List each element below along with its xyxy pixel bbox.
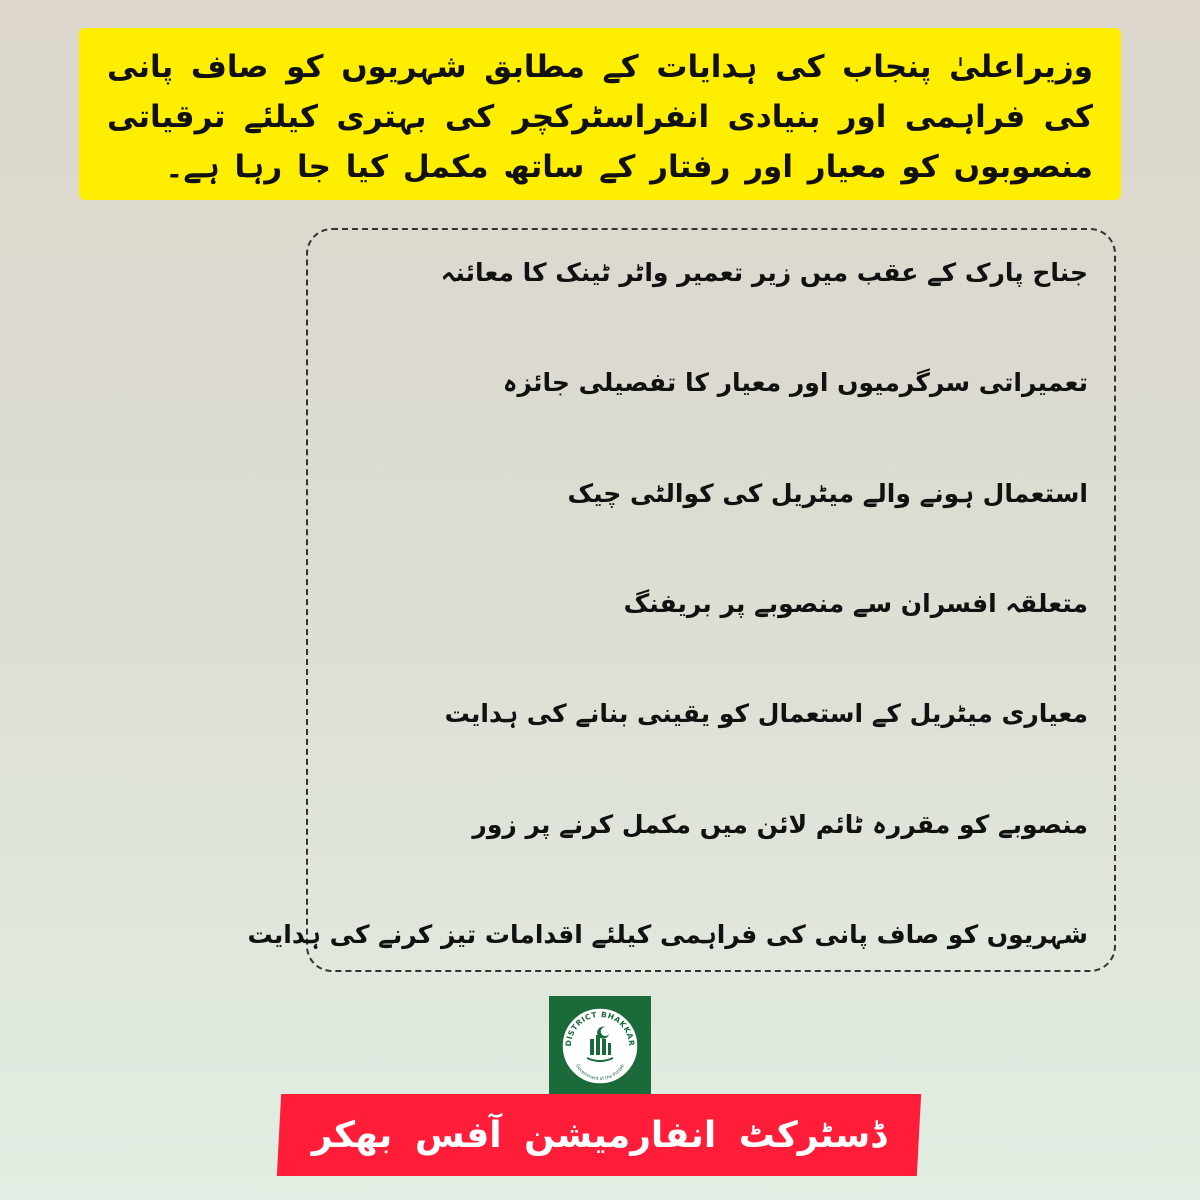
key-point-item: شہریوں کو صاف پانی کی فراہمی کیلئے اقدامات تیز کرنے کی ہدایت [247, 919, 1088, 949]
key-point-item: متعلقہ افسران سے منصوبے پر بریفنگ [623, 588, 1088, 618]
headline-text: وزیراعلیٰ پنجاب کی ہدایات کے مطابق شہریوں کو صاف پانی کی فراہمی اور بنیادی انفراسٹرکچر کی بہتری کیلئے ترقیاتی منصوبوں کو معیار اور رفتار کے ساتھ مکمل کیا جا رہا ہے۔ [107, 49, 1093, 185]
headline-banner [79, 28, 1121, 200]
logo-ring-text: DISTRICT BHAKKAR [563, 1009, 637, 1047]
key-points-list [247, 248, 1088, 960]
key-point-item: منصوبے کو مقررہ ٹائم لائن میں مکمل کرنے پر زور [472, 809, 1088, 839]
key-point-item: استعمال ہونے والے میٹریل کی کوالٹی چیک [567, 478, 1088, 508]
key-point-item: تعمیراتی سرگرمیوں اور معیار کا تفصیلی جائزہ [502, 368, 1088, 398]
logo-bottom-text: Government of the Punjab [574, 1063, 626, 1083]
footer-office-name: ڈسٹرکٹ انفارمیشن آفس بھکر [311, 1114, 887, 1156]
key-points-panel [247, 228, 1116, 972]
key-point-item: معیاری میٹریل کے استعمال کو یقینی بنانے کی ہدایت [444, 699, 1088, 729]
district-logo [549, 996, 651, 1096]
district-seal-icon [557, 1003, 643, 1089]
footer-banner [277, 1094, 921, 1176]
key-point-item: جناح پارک کے عقب میں زیر تعمیر واٹر ٹینک کا معائنہ [440, 258, 1088, 287]
